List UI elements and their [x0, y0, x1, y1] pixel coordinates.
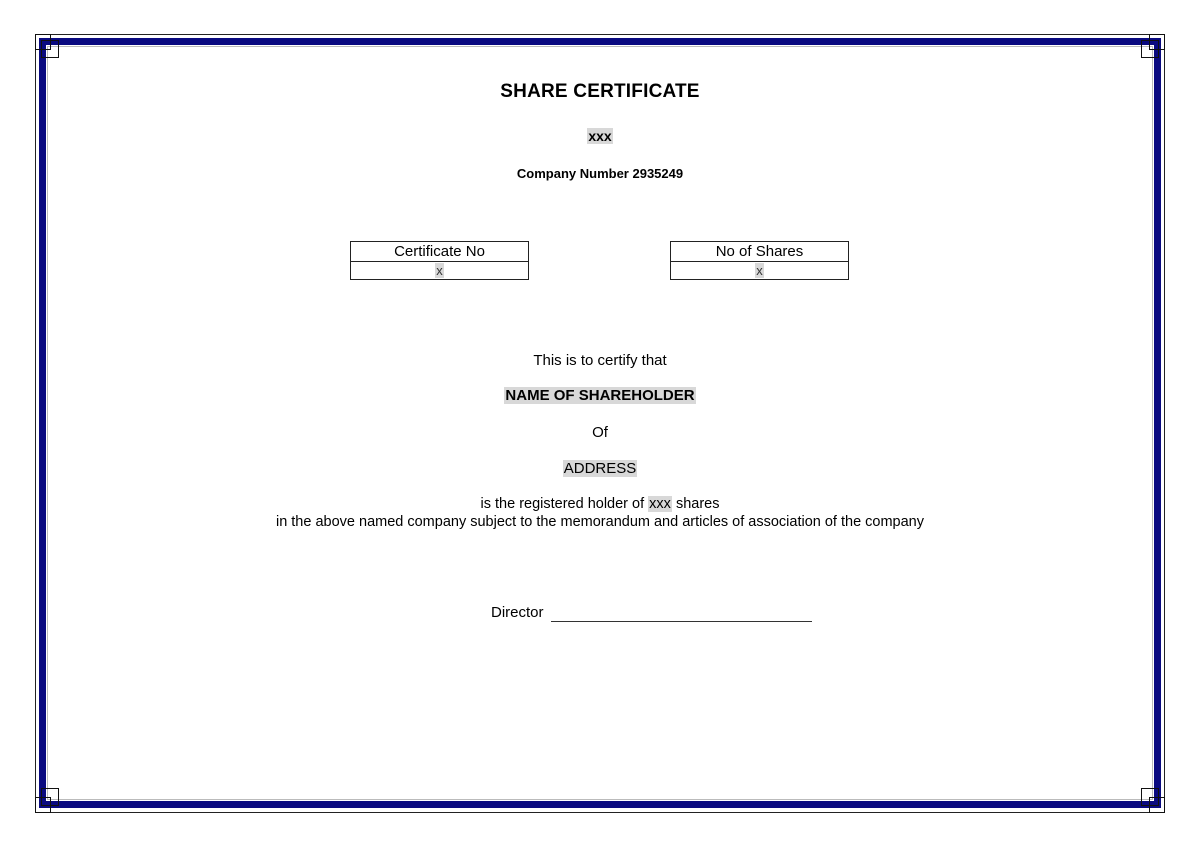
- no-of-shares-field[interactable]: x: [756, 263, 763, 278]
- director-signature-line[interactable]: [551, 621, 812, 622]
- corner-ornament-bottom-left-inner: [41, 788, 59, 806]
- certify-text: This is to certify that: [533, 352, 667, 369]
- certificate-no-header: Certificate No: [351, 242, 528, 262]
- holding-suffix: shares: [671, 496, 720, 512]
- certificate-no-field[interactable]: x: [436, 263, 443, 278]
- no-of-shares-value-cell: [671, 262, 848, 280]
- company-name-field[interactable]: xxx: [588, 128, 612, 144]
- holding-shares-field[interactable]: xxx: [649, 496, 671, 512]
- certificate-no-box: [350, 241, 529, 280]
- shareholder-name-line: [0, 387, 1200, 404]
- no-of-shares-box: [670, 241, 849, 280]
- subject-statement: in the above named company subject to the memorandum and articles of association of the company: [275, 514, 925, 530]
- holding-statement: [0, 496, 1200, 512]
- shareholder-name-field[interactable]: NAME OF SHAREHOLDER: [505, 387, 695, 404]
- of-text: Of: [592, 424, 608, 441]
- inner-hairline-border: [47, 46, 1153, 800]
- corner-ornament-bottom-right-inner: [1141, 788, 1159, 806]
- certificate-title: SHARE CERTIFICATE: [500, 81, 700, 102]
- director-label: Director: [491, 604, 544, 621]
- holding-prefix: is the registered holder of: [480, 496, 649, 512]
- address-line: [0, 460, 1200, 477]
- no-of-shares-header: No of Shares: [671, 242, 848, 262]
- company-number: Company Number 2935249: [516, 166, 684, 181]
- company-name-line: [0, 128, 1200, 144]
- corner-ornament-top-right-inner: [1141, 40, 1159, 58]
- certificate-no-value-cell: [351, 262, 528, 280]
- address-field[interactable]: ADDRESS: [563, 460, 637, 477]
- corner-ornament-top-left-inner: [41, 40, 59, 58]
